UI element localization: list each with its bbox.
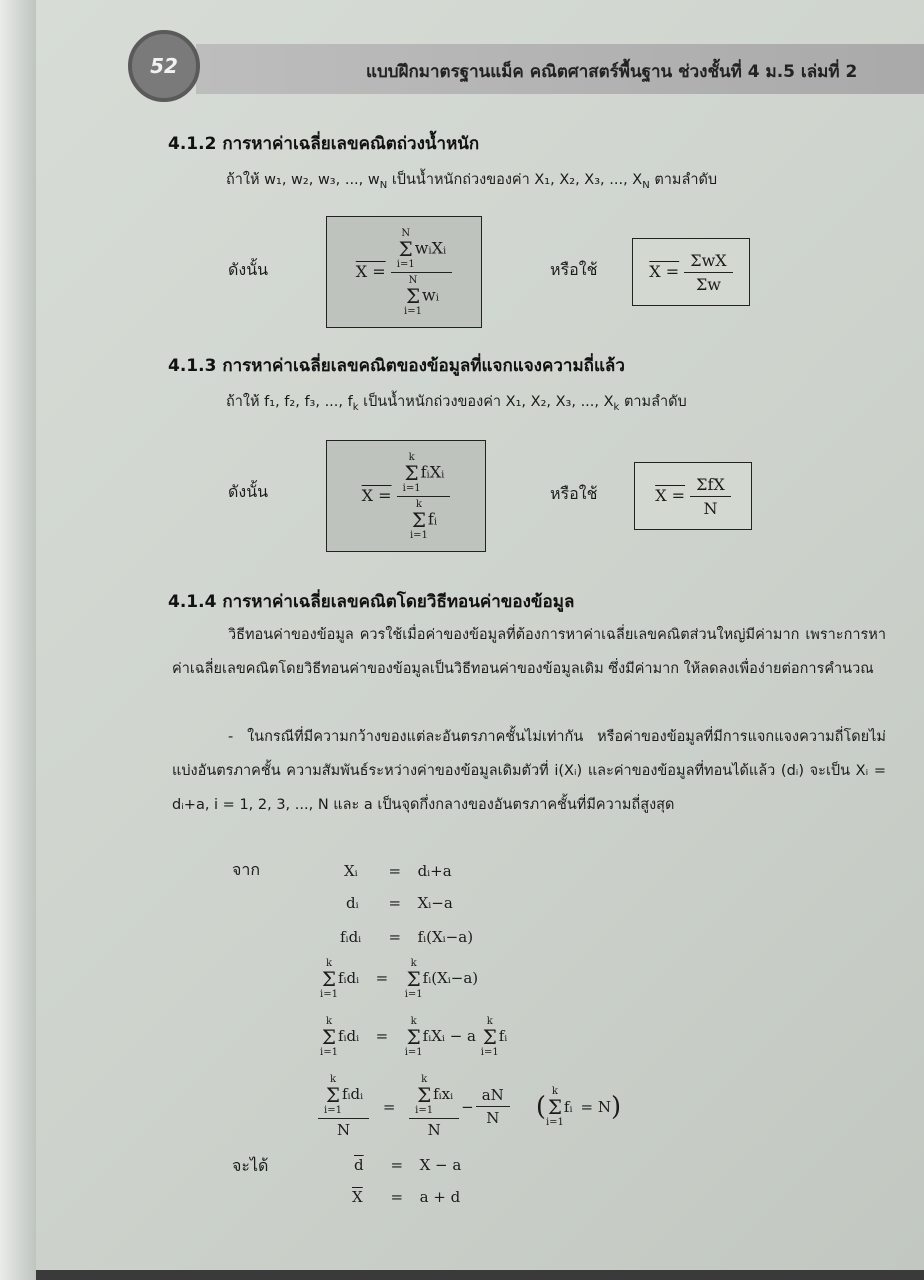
section-414-paragraph-2: - ในกรณีที่มีความกว้างของแต่ละอันตรภาคชั้นไม่เท่ากัน หรือค่าของข้อมูลที่มีการแจกแจงความถี่โดยไม่แบ่งอันตรภาคชั้น ความสัมพันธ์ระหว่างค่าของข้อมูลเดิมตัวที่ i(Xᵢ) และค่าของข้อมูลที่ทอนได้แล้ว (dᵢ) จะเป็น Xᵢ = dᵢ+a, i = 1, 2, 3, ..., N และ a เป็นจุดกึ่งกลางของอันตรภาคชั้นที่มีความถี่สูงสุด	[172, 729, 886, 813]
weighted-mean-formula: X = N Σ i=1 wᵢXᵢ N Σ i=1 wᵢ	[356, 228, 452, 317]
section-413-or-label: หรือใช้	[550, 484, 598, 503]
equation-4: k Σ i=1 fᵢdᵢ = k Σ i=1 fᵢ(Xᵢ−a)	[320, 958, 479, 1000]
equation-5: k Σ i=1 fᵢdᵢ = k Σ i=1 fᵢXᵢ − a k Σ i=1 fᵢ	[320, 1016, 508, 1058]
header-title: แบบฝึกมาตรฐานแม็ค คณิตศาสตร์พื้นฐาน ช่วงชั้นที่ 4 ม.5 เล่มที่ 2	[366, 62, 858, 82]
equation-1: Xᵢ = dᵢ+a	[344, 862, 452, 880]
section-412-so-label: ดังนั้น	[228, 260, 269, 279]
frequency-mean-alt-box	[634, 462, 752, 530]
section-413-title: 4.1.3 การหาค่าเฉลี่ยเลขคณิตของข้อมูลที่แจกแจงความถี่แล้ว	[168, 356, 625, 376]
weighted-mean-formula-box	[326, 216, 482, 328]
section-412-title: 4.1.2 การหาค่าเฉลี่ยเลขคณิตถ่วงน้ำหนัก	[168, 134, 480, 154]
page-left-edge	[0, 0, 36, 1280]
equation-2: dᵢ = Xᵢ−a	[346, 894, 453, 912]
weighted-mean-alt-box	[632, 238, 750, 306]
frequency-mean-formula: X = k Σ i=1 fᵢXᵢ k Σ i=1 fᵢ	[362, 452, 451, 541]
book-page	[36, 0, 924, 1270]
section-414-title: 4.1.4 การหาค่าเฉลี่ยเลขคณิตโดยวิธีทอนค่าของข้อมูล	[168, 592, 575, 612]
equation-3: fᵢdᵢ = fᵢ(Xᵢ−a)	[340, 928, 474, 946]
section-412-or-label: หรือใช้	[550, 260, 598, 279]
get-label: จะได้	[232, 1156, 269, 1175]
weighted-mean-alt-formula: X = $\frac{\text{ΣwX}}{\Sigma w}$	[649, 251, 732, 294]
section-413-so-label: ดังนั้น	[228, 482, 269, 501]
equation-8: $\overline{X} = a + d$	[352, 1188, 461, 1206]
page-number-badge: 52	[128, 30, 200, 102]
equation-7: $\overline{d} = X - a$	[354, 1156, 462, 1174]
section-414-paragraph-1: วิธีทอนค่าของข้อมูล ควรใช้เมื่อค่าของข้อมูลที่ต้องการหาค่าเฉลี่ยเลขคณิตส่วนใหญ่มีค่ามาก เพราะการหาค่าเฉลี่ยเลขคณิตโดยวิธีทอนค่าของข้อมูลเป็นวิธีทอนค่าของข้อมูลเดิม ซึ่งมีค่ามาก ให้ลดลงเพื่อง่ายต่อการคำนวณ	[172, 627, 886, 677]
section-412-intro: ถ้าให้ w₁, w₂, w₃, ..., $w_N$ เป็นน้ำหนักถ่วงของค่า X₁, X₂, X₃, ..., $X_N$ ตามลำดับ	[226, 172, 718, 191]
equation-6: k Σ i=1 fᵢdᵢ N = k Σ i=1 fᵢxᵢ N − $\frac{aN}{N}$ ( k Σ i=1 fᵢ = N )	[318, 1074, 621, 1139]
section-413-intro: ถ้าให้ f₁, f₂, f₃, ..., $f_k$ เป็นน้ำหนักถ่วงของค่า X₁, X₂, X₃, ..., $X_k$ ตามลำดับ	[226, 394, 687, 413]
frequency-mean-alt-formula: X = $\frac{\text{ΣfX}}{N}$	[655, 475, 731, 518]
from-label: จาก	[232, 860, 261, 879]
frequency-mean-formula-box	[326, 440, 486, 552]
